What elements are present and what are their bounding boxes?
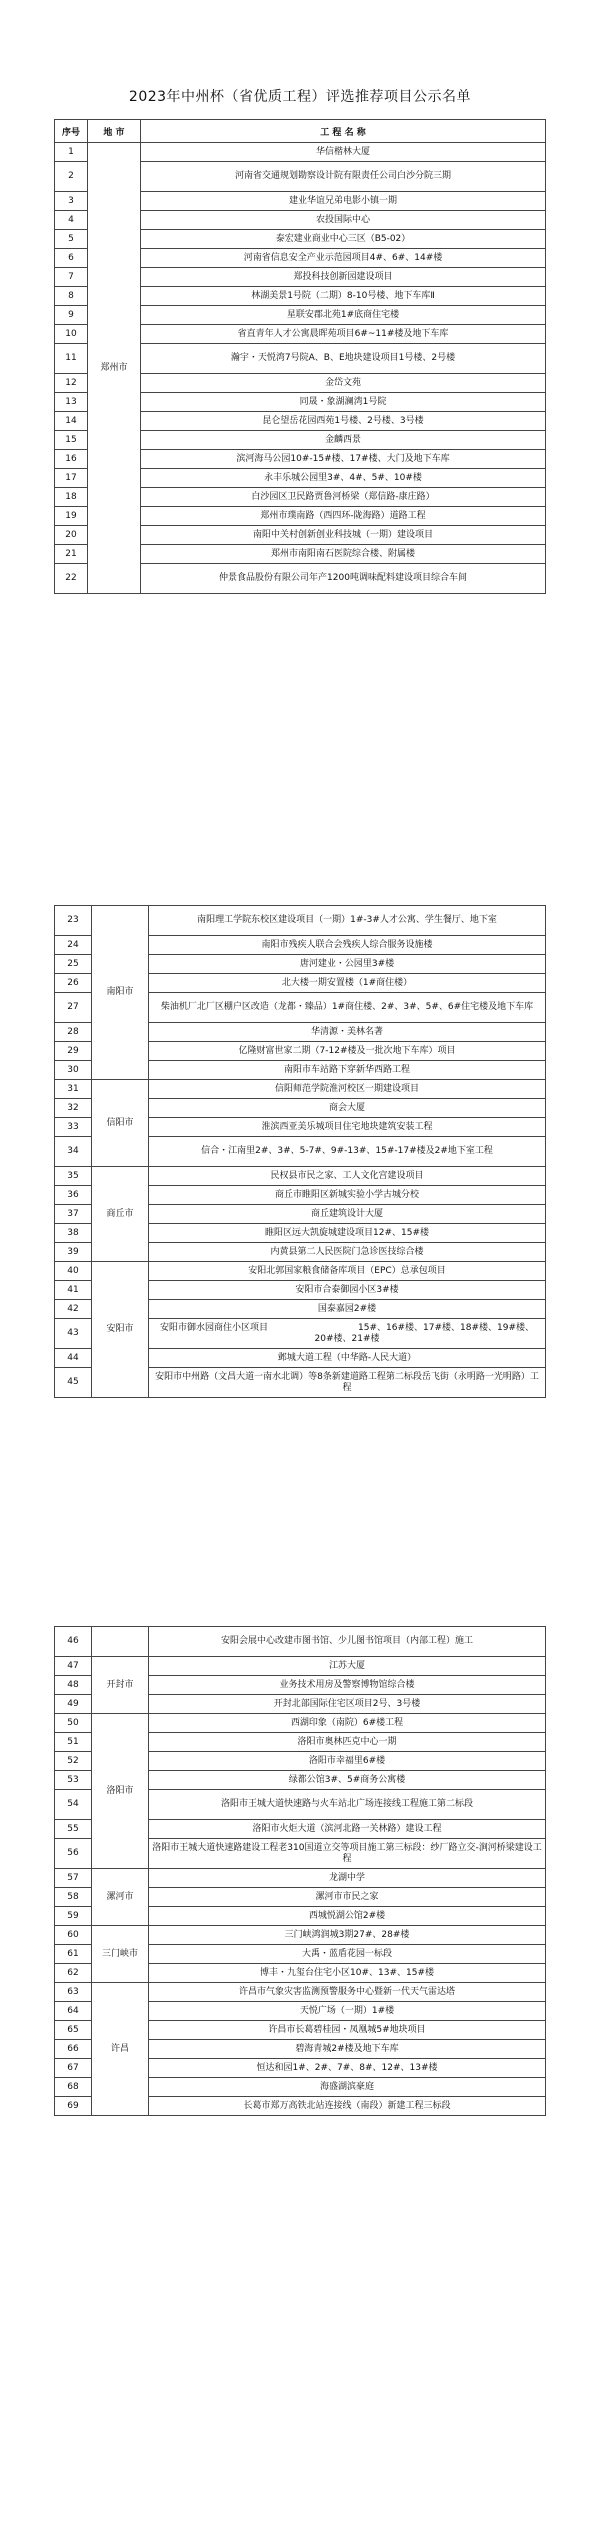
row-number: 4 [55,211,88,230]
col-header-project-name: 工 程 名 称 [141,120,546,143]
row-number: 37 [55,1205,92,1224]
project-table-page-1 [54,119,546,594]
row-number: 26 [55,974,92,993]
row-number: 5 [55,230,88,249]
col-header-number: 序号 [55,120,88,143]
table-row [55,1983,546,2002]
row-number: 13 [55,393,88,412]
project-name-cell: 农投国际中心 [141,211,546,230]
project-name-cell: 仲景食品股份有限公司年产1200吨调味配料建设项目综合车间 [141,564,546,594]
row-number: 12 [55,374,88,393]
row-number: 3 [55,192,88,211]
city-cell: 南阳市 [92,906,149,1080]
row-number: 41 [55,1281,92,1300]
row-number: 20 [55,526,88,545]
project-name-cell: 国泰嘉园2#楼 [149,1300,546,1319]
project-name-cell: 邺城大道工程（中华路-人民大道） [149,1349,546,1368]
city-cell: 洛阳市 [92,1714,149,1869]
project-name-cell: 西湖印象（南院）6#楼工程 [149,1714,546,1733]
city-cell: 商丘市 [92,1167,149,1262]
city-cell [92,1627,149,1657]
project-name-cell: 许昌市气象灾害监测预警服务中心暨新一代天气雷达塔 [149,1983,546,2002]
row-number: 55 [55,1820,92,1839]
row-number: 9 [55,306,88,325]
project-name-cell: 商会大厦 [149,1099,546,1118]
table-header-row [55,120,546,143]
row-number: 54 [55,1790,92,1820]
row-number: 6 [55,249,88,268]
row-number: 1 [55,143,88,162]
row-number: 16 [55,450,88,469]
row-number: 10 [55,325,88,344]
project-name-cell: 博丰・九玺台住宅小区10#、13#、15#楼 [149,1964,546,1983]
row-number: 52 [55,1752,92,1771]
row-number: 8 [55,287,88,306]
project-name-cell: 洛阳市王城大道快速路与火车站北广场连接线工程施工第二标段 [149,1790,546,1820]
project-name-cell: 业务技术用房及警察博物馆综合楼 [149,1676,546,1695]
row-number: 29 [55,1042,92,1061]
project-name-cell: 绿都公馆3#、5#商务公寓楼 [149,1771,546,1790]
row-number: 25 [55,955,92,974]
row-number: 19 [55,507,88,526]
project-name-cell: 林湖美景1号院（二期）8-10号楼、地下车库Ⅱ [141,287,546,306]
row-number: 69 [55,2097,92,2116]
row-number: 58 [55,1888,92,1907]
table-row [55,143,546,162]
project-name-cell: 江苏大厦 [149,1657,546,1676]
project-name-cell: 河南省信息安全产业示范园项目4#、6#、14#楼 [141,249,546,268]
project-name-cell: 睢阳区远大凯旋城建设项目12#、15#楼 [149,1224,546,1243]
project-name-cell: 长葛市郑万高铁北站连接线（南段）新建工程三标段 [149,2097,546,2116]
city-cell: 漯河市 [92,1869,149,1926]
row-number: 22 [55,564,88,594]
page-title: 2023年中州杯（省优质工程）评选推荐项目公示名单 [128,89,472,105]
city-cell: 郑州市 [88,143,141,594]
row-number: 46 [55,1627,92,1657]
table-row [55,906,546,936]
row-number: 34 [55,1137,92,1167]
row-number: 7 [55,268,88,287]
project-name-cell: 漯河市市民之家 [149,1888,546,1907]
project-name-cell: 南阳理工学院东校区建设项目（一期）1#-3#人才公寓、学生餐厅、地下室 [149,906,546,936]
row-number: 57 [55,1869,92,1888]
row-number: 17 [55,469,88,488]
row-number: 32 [55,1099,92,1118]
project-name-cell: 洛阳市幸福里6#楼 [149,1752,546,1771]
project-name-cell: 三门峡鸿润城3期27#、28#楼 [149,1926,546,1945]
row-number: 31 [55,1080,92,1099]
row-number: 18 [55,488,88,507]
project-name-cell: 民权县市民之家、工人文化宫建设项目 [149,1167,546,1186]
row-number: 35 [55,1167,92,1186]
project-name-cell: 恒达和园1#、2#、7#、8#、12#、13#楼 [149,2059,546,2078]
project-name-cell: 南阳中关村创新创业科技城（一期）建设项目 [141,526,546,545]
city-cell: 安阳市 [92,1262,149,1398]
project-name-cell: 建业华谊兄弟电影小镇一期 [141,192,546,211]
row-number: 65 [55,2021,92,2040]
project-name-cell: 河南省交通规划勘察设计院有限责任公司白沙分院三期 [141,162,546,192]
project-name-cell: 安阳市合泰御园小区3#楼 [149,1281,546,1300]
row-number: 51 [55,1733,92,1752]
table-row [55,1926,546,1945]
project-name-cell: 商丘市睢阳区新城实验小学古城分校 [149,1186,546,1205]
city-cell: 信阳市 [92,1080,149,1167]
project-name-cell: 郑州市南阳南石医院综合楼、附属楼 [141,545,546,564]
row-number: 21 [55,545,88,564]
city-cell: 许昌 [92,1983,149,2116]
project-name-cell: 华信楷林大厦 [141,143,546,162]
row-number: 24 [55,936,92,955]
row-number: 47 [55,1657,92,1676]
row-number: 39 [55,1243,92,1262]
row-number: 15 [55,431,88,450]
project-name-cell: 昆仑望岳花园西苑1号楼、2号楼、3号楼 [141,412,546,431]
project-name-cell: 北大楼一期安置楼（1#商住楼） [149,974,546,993]
project-name-cell: 郑投科技创新园建设项目 [141,268,546,287]
project-name-cell: 星联安郡北苑1#底商住宅楼 [141,306,546,325]
project-name-cell: 海盛湖滨豪庭 [149,2078,546,2097]
city-cell: 开封市 [92,1657,149,1714]
project-name-cell: 金麟西景 [141,431,546,450]
row-number: 2 [55,162,88,192]
project-name-cell: 同晟・象湖澜湾1号院 [141,393,546,412]
row-number: 68 [55,2078,92,2097]
row-number: 36 [55,1186,92,1205]
row-number: 56 [55,1839,92,1869]
project-name-cell: 安阳北郭国家粮食储备库项目（EPC）总承包项目 [149,1262,546,1281]
table-row [55,1627,546,1657]
row-number: 33 [55,1118,92,1137]
project-name-cell: 安阳市御水园商住小区项目 15#、16#楼、17#楼、18#楼、19#楼、20#楼、21#楼 [149,1319,546,1349]
project-name-cell: 许昌市长葛碧桂园・凤凰城5#地块项目 [149,2021,546,2040]
table-row [55,1657,546,1676]
row-number: 62 [55,1964,92,1983]
row-number: 28 [55,1023,92,1042]
table-row [55,1714,546,1733]
row-number: 59 [55,1907,92,1926]
project-name-cell: 省直青年人才公寓晨晖苑项目6#~11#楼及地下车库 [141,325,546,344]
project-name-cell: 柴油机厂北厂区棚户区改造（龙都・臻品）1#商住楼、2#、3#、5#、6#住宅楼及地下车库 [149,993,546,1023]
project-name-cell: 滨河海马公园10#-15#楼、17#楼、大门及地下车库 [141,450,546,469]
project-name-cell: 信合・江南里2#、3#、5-7#、9#-13#、15#-17#楼及2#地下室工程 [149,1137,546,1167]
project-name-cell: 南阳市残疾人联合会残疾人综合服务设施楼 [149,936,546,955]
project-name-cell: 碧海青城2#楼及地下车库 [149,2040,546,2059]
project-name-cell: 开封北部国际住宅区项目2号、3号楼 [149,1695,546,1714]
project-name-cell: 安阳会展中心改建市图书馆、少儿图书馆项目（内部工程）施工 [149,1627,546,1657]
project-name-cell: 淮滨西亚美乐城项目住宅地块建筑安装工程 [149,1118,546,1137]
project-name-cell: 洛阳市王城大道快速路建设工程老310国道立交等项目施工第三标段：纱厂路立交-涧河桥梁建设工程 [149,1839,546,1869]
project-name-cell: 唐河建业・公园里3#楼 [149,955,546,974]
project-table-page-2 [54,905,546,1398]
project-name-cell: 洛阳市奥林匹克中心一期 [149,1733,546,1752]
row-number: 66 [55,2040,92,2059]
city-cell: 三门峡市 [92,1926,149,1983]
col-header-city: 地 市 [88,120,141,143]
project-name-cell: 西城悦湖公馆2#楼 [149,1907,546,1926]
project-name-cell: 亿隆财富世家二期（7-12#楼及一批次地下车库）项目 [149,1042,546,1061]
table-row [55,1869,546,1888]
project-name-cell: 天悦广场（一期）1#楼 [149,2002,546,2021]
row-number: 49 [55,1695,92,1714]
row-number: 30 [55,1061,92,1080]
row-number: 45 [55,1368,92,1398]
project-name-cell: 泰宏建业商业中心三区（B5-02） [141,230,546,249]
project-name-cell: 金岱文苑 [141,374,546,393]
table-row [55,1262,546,1281]
row-number: 14 [55,412,88,431]
row-number: 38 [55,1224,92,1243]
row-number: 61 [55,1945,92,1964]
project-name-cell: 洛阳市火炬大道（滨河北路一关林路）建设工程 [149,1820,546,1839]
row-number: 50 [55,1714,92,1733]
table-row [55,1167,546,1186]
row-number: 23 [55,906,92,936]
row-number: 53 [55,1771,92,1790]
project-name-cell: 内黄县第二人民医院门急诊医技综合楼 [149,1243,546,1262]
project-name-cell: 瀚宇・天悦湾7号院A、B、E地块建设项目1号楼、2号楼 [141,344,546,374]
table-row [55,1080,546,1099]
row-number: 43 [55,1319,92,1349]
project-name-cell: 安阳市中州路（文昌大道一南水北调）等8条新建道路工程第二标段岳飞街（永明路一光明路）工程 [149,1368,546,1398]
project-table-page-3 [54,1626,546,2116]
row-number: 67 [55,2059,92,2078]
row-number: 64 [55,2002,92,2021]
row-number: 48 [55,1676,92,1695]
row-number: 42 [55,1300,92,1319]
row-number: 11 [55,344,88,374]
project-name-cell: 郑州市璞南路（西四环-陇海路）道路工程 [141,507,546,526]
row-number: 27 [55,993,92,1023]
row-number: 63 [55,1983,92,2002]
project-name-cell: 南阳市车站路下穿新华西路工程 [149,1061,546,1080]
row-number: 44 [55,1349,92,1368]
project-name-cell: 商丘建筑设计大厦 [149,1205,546,1224]
project-name-cell: 龙湖中学 [149,1869,546,1888]
project-name-cell: 华清源・美林名著 [149,1023,546,1042]
row-number: 40 [55,1262,92,1281]
project-name-cell: 永丰乐城公园里3#、4#、5#、10#楼 [141,469,546,488]
project-name-cell: 大禹・蓝盾花园一标段 [149,1945,546,1964]
row-number: 60 [55,1926,92,1945]
project-name-cell: 白沙园区卫民路贾鲁河桥梁（郑信路-康庄路） [141,488,546,507]
project-name-cell: 信阳师范学院淮河校区一期建设项目 [149,1080,546,1099]
